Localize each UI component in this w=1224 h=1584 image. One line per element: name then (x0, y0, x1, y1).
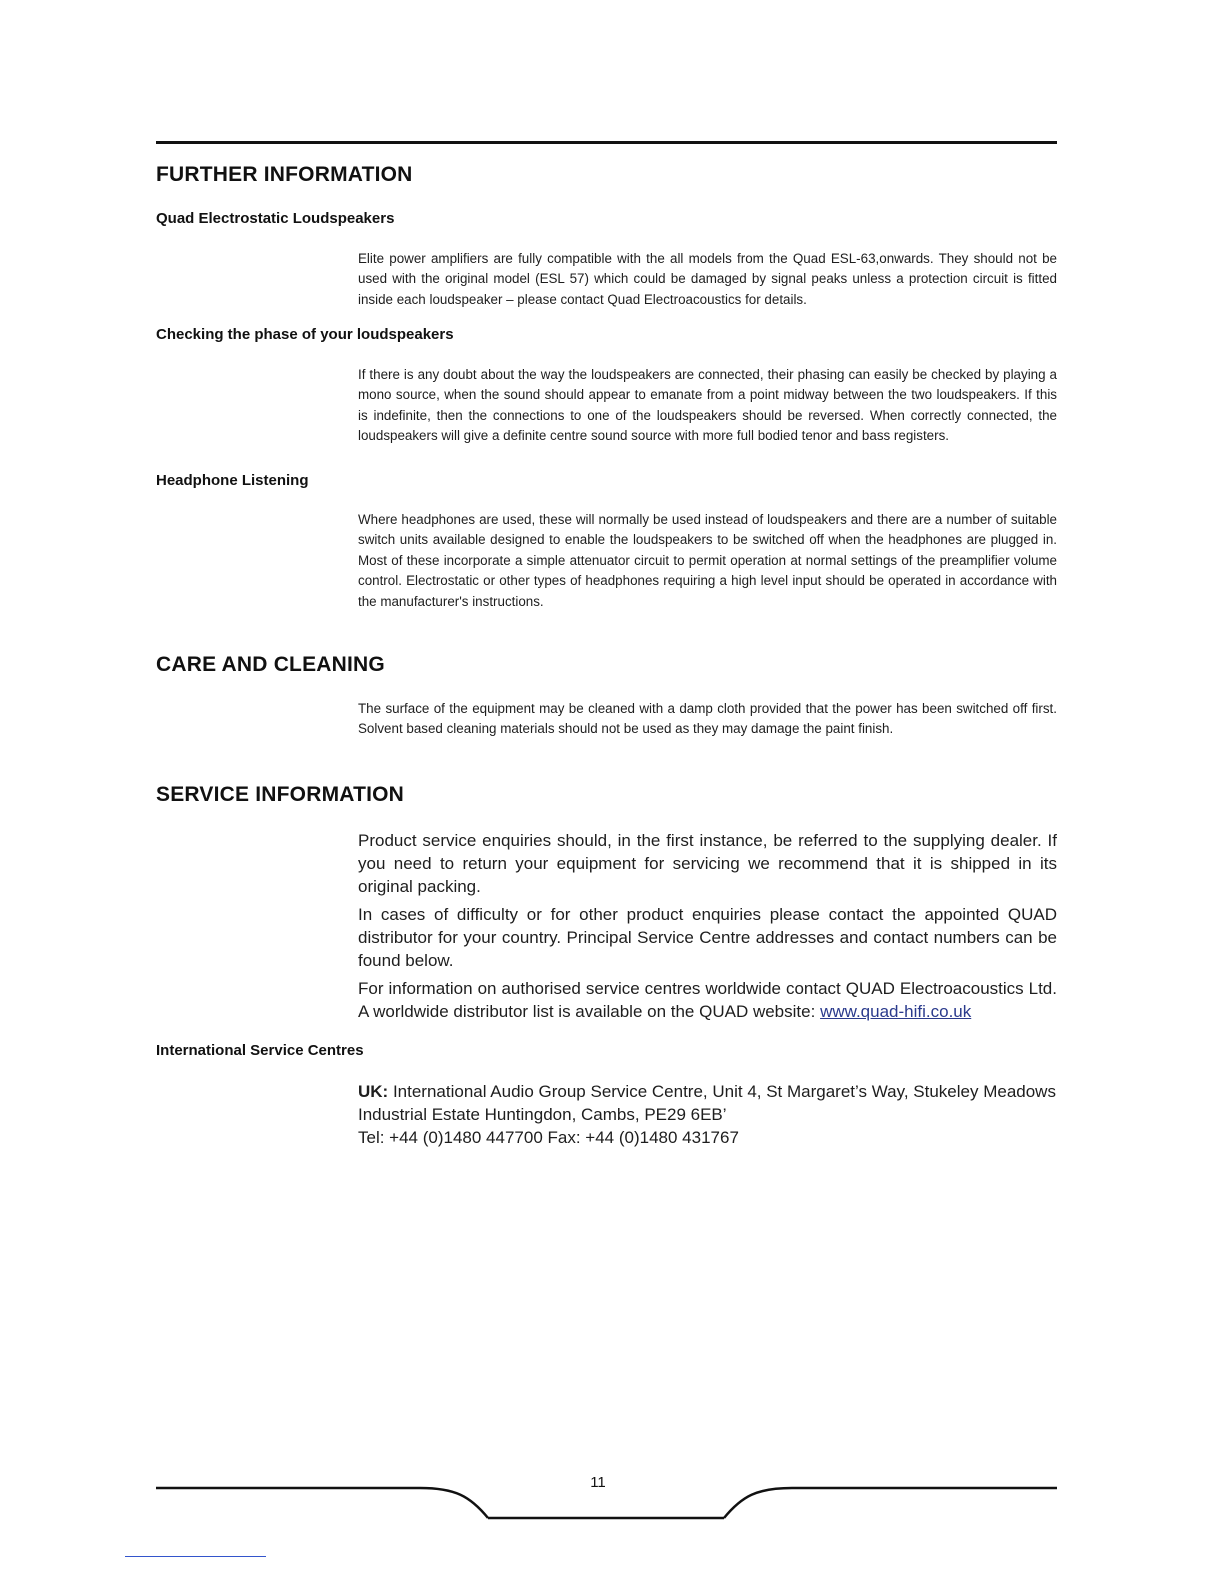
paragraph-service-worldwide (358, 977, 1057, 1023)
paragraph-care-and-cleaning: The surface of the equipment may be cleaned with a damp cloth provided that the power has been switched off first. Solvent based cleaning materials should not be used as they may damage the paint finish. (358, 701, 1057, 737)
paragraph-service-difficulty: In cases of difficulty or for other product enquiries please contact the appointed QUAD distributor for your country. Principal Service Centre addresses and contact numbers can be found below. (358, 905, 1057, 970)
paragraph-quad-electrostatic: Elite power amplifiers are fully compatible with the all models from the Quad ESL-63,onwards. They should not be used with the original model (ESL 57) which could be damaged by signal peaks unless a protection circuit is fitted inside each loudspeaker – please contact Quad Electroacoustics for details. (358, 251, 1057, 307)
subheading-international-service-centres: International Service Centres (156, 1042, 364, 1059)
top-rule (156, 141, 1057, 144)
subheading-checking-phase: Checking the phase of your loudspeakers (156, 326, 454, 343)
page-number: 11 (590, 1474, 606, 1491)
uk-label: UK: (358, 1082, 389, 1101)
uk-address: International Audio Group Service Centre, Unit 4, St Margaret’s Way, Stukeley Meadows Industrial Estate Huntingdon, Cambs, PE29 6EB’ (358, 1082, 1056, 1124)
paragraph-checking-phase: If there is any doubt about the way the loudspeakers are connected, their phasing can easily be checked by playing a mono source, when the sound should appear to emanate from a point midway between the two loudspeakers. If this is indefinite, then the connections to one of the loudspeakers should be reversed. When correctly connected, the loudspeakers will give a definite centre sound source with more full bodied tenor and bass registers. (358, 367, 1057, 444)
quad-website-link[interactable]: www.quad-hifi.co.uk (820, 1002, 972, 1021)
paragraph-service-enquiries: Product service enquiries should, in the first instance, be referred to the supplying dealer. If you need to return your equipment for servicing we recommend that it is shipped in its original packing. (358, 831, 1057, 896)
uk-phone-fax: Tel: +44 (0)1480 447700 Fax: +44 (0)1480 431767 (358, 1128, 739, 1147)
footer-decorative-rule (0, 1460, 1224, 1530)
paragraph-headphone-listening: Where headphones are used, these will normally be used instead of loudspeakers and there are a number of suitable switch units available designed to enable the loudspeakers to be switched off when the headphones are plugged in. Most of these incorporate a simple attenuator circuit to permit operation at normal settings of the preamplifier volume control. Electrostatic or other types of headphones requiring a high level input should be operated in accordance with the manufacturer's instructions. (358, 512, 1057, 609)
uk-service-centre (358, 1080, 1057, 1149)
heading-care-and-cleaning: CARE AND CLEANING (156, 653, 385, 676)
subheading-headphone-listening: Headphone Listening (156, 472, 309, 489)
heading-further-information: FURTHER INFORMATION (156, 163, 413, 186)
heading-service-information: SERVICE INFORMATION (156, 783, 405, 806)
subheading-quad-electrostatic-loudspeakers: Quad Electrostatic Loudspeakers (156, 210, 395, 227)
bottom-edge-line (125, 1556, 266, 1557)
service-worldwide-text: For information on authorised service centres worldwide contact QUAD Electroacoustics Ltd. A worldwide distributor list is available on the QUAD website: (358, 979, 1057, 1021)
